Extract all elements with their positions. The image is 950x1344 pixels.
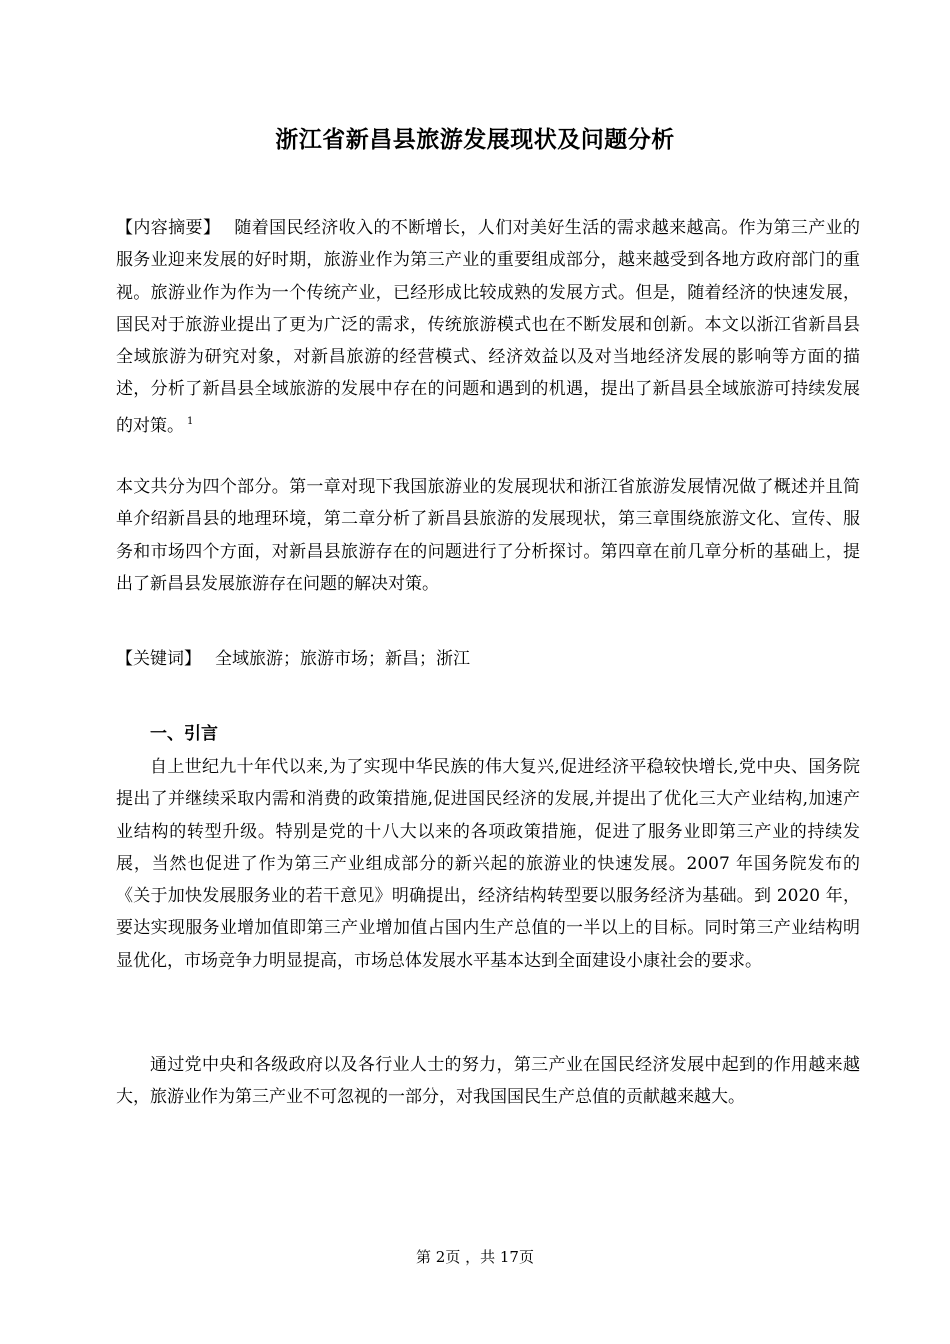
introduction-paragraph-1: 自上世纪九十年代以来,为了实现中华民族的伟大复兴,促进经济平稳较快增长,党中央、国务院提出了并继续采取内需和消费的政策措施,促进国民经济的发展,并提出了优化三大产业结构,加速产业结构的转型升级。特别是党的十八大以来的各项政策措施，促进了服务业即第三产业的持续发展，当然也促进了作为第三产业组成部分的新兴起的旅游业的快速发展。2007 年国务院发布的《关于加快发展服务业的若干意见》明确提出，经济结构转型要以服务经济为基础。到 2020 年，要达实现服务业增加值即第三产业增加值占国内生产总值的一半以上的目标。同时第三产业结构明显优化，市场竞争力明显提高，市场总体发展水平基本达到全面建设小康社会的要求。 — [116, 757, 860, 971]
keywords-line — [116, 643, 860, 675]
introduction-paragraph-2: 通过党中央和各级政府以及各行业人士的努力，第三产业在国民经济发展中起到的作用越来越大，旅游业作为第三产业不可忽视的一部分，对我国国民生产总值的贡献越来越大。 — [116, 1055, 860, 1108]
footnote-mark[interactable]: 1 — [187, 415, 194, 427]
page-footer: 第 2页 ，共 17页 — [416, 1248, 534, 1266]
abstract-text: 随着国民经济收入的不断增长，人们对美好生活的需求越来越高。作为第三产业的服务业迎来发展的好时期，旅游业作为第三产业的重要组成部分，越来越受到各地方政府部门的重视。旅游业作为作为一个传统产业，已经形成比较成熟的发展方式。但是，随着经济的快速发展，国民对于旅游业提出了更为广泛的需求，传统旅游模式也在不断发展和创新。本文以浙江省新昌县全域旅游为研究对象，对新昌旅游的经营模式、经济效益以及对当地经济发展的影响等方面的描述，分析了新昌县全域旅游的发展中存在的问题和遇到的机遇，提出了新昌县全域旅游可持续发展的对策。 — [116, 218, 861, 436]
keywords-value: 全域旅游；旅游市场；新昌；浙江 — [215, 649, 470, 669]
abstract-label: 【内容摘要】 — [116, 218, 221, 238]
abstract-paragraph — [116, 212, 860, 442]
abstract-paragraph-2: 本文共分为四个部分。第一章对现下我国旅游业的发展现状和浙江省旅游发展情况做了概述并且简单介绍新昌县的地理环境，第二章分析了新昌县旅游的发展现状，第三章围绕旅游文化、宣传、服务和市场四个方面，对新昌县旅游存在的问题进行了分析探讨。第四章在前几章分析的基础上，提出了新昌县发展旅游存在问题的解决对策。 — [116, 477, 860, 594]
keywords-label: 【关键词】 — [116, 649, 201, 669]
document-title: 浙江省新昌县旅游发展现状及问题分析 — [275, 127, 675, 153]
section-heading-introduction: 一、引言 — [150, 724, 218, 744]
